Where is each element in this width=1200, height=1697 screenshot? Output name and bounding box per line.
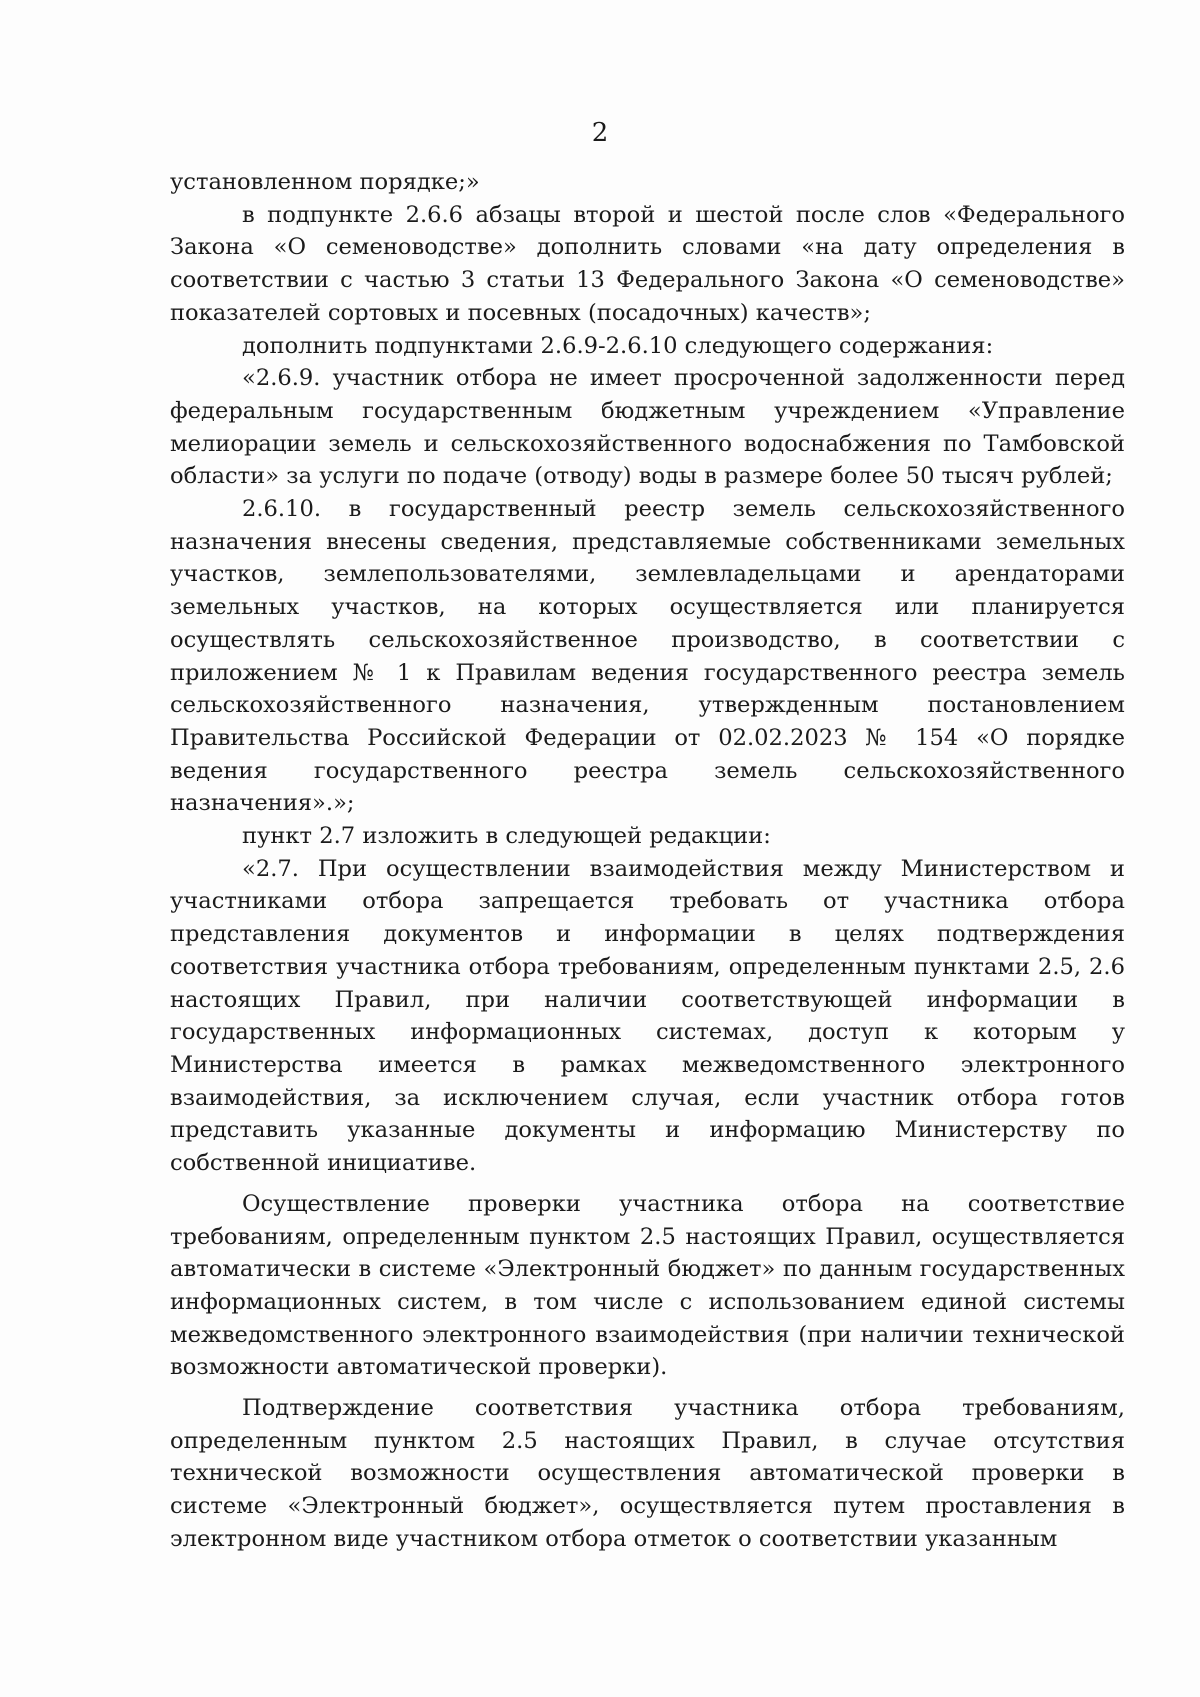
paragraph-subitem-2-6-9: «2.6.9. участник отбора не имеет просроченной задолженности перед федеральным государственным бюджетным учреждением «Управление мелиорации земель и сельскохозяйственного водоснабжения по Тамбовской области» за услуги по подаче (отводу) воды в размере более 50 тысяч рублей; [170, 365, 1125, 490]
paragraph-subitem-2-6-10: 2.6.10. в государственный реестр земель сельскохозяйственного назначения внесены сведения, представляемые собственниками земельных участков, землепользователями, землевладельцами и арендаторами земельных участков, на которых осуществляется или планируется осуществлять сельскохозяйственное производство, в соответствии с приложением № 1 к Правилам ведения государственного реестра земель сельскохозяйственного назначения, утвержденным постановлением Правительства Российской Федерации от 02.02.2023 № 154 «О порядке ведения государственного реестра земель сельскохозяйственного назначения».»; [170, 496, 1125, 817]
page-number: 2 [591, 118, 609, 148]
paragraph-confirmation: Подтверждение соответствия участника отбора требованиям, определенным пунктом 2.5 настоящих Правил, в случае отсутствия технической возможности осуществления автоматической проверки в системе «Электронный бюджет», осуществляется путем проставления в электронном виде участником отбора отметок о соответствии указанным [170, 1395, 1125, 1552]
paragraph-item-2-7-intro: пункт 2.7 изложить в следующей редакции: [242, 823, 771, 850]
paragraph-add-subitems: дополнить подпунктами 2.6.9-2.6.10 следующего содержания: [242, 332, 994, 359]
paragraph-automatic-check: Осуществление проверки участника отбора на соответствие требованиям, определенным пунктом 2.5 настоящих Правил, осуществляется автоматически в системе «Электронный бюджет» по данным государственных информационных систем, в том числе с использованием единой системы межведомственного электронного взаимодействия (при наличии технической возможности автоматической проверки). [170, 1190, 1125, 1381]
paragraph-subitem-2-6-6: в подпункте 2.6.6 абзацы второй и шестой после слов «Федерального Закона «О семеноводстве» дополнить словами «на дату определения в соответствии с частью 3 статьи 13 Федерального Закона «О семеноводстве» показателей сортовых и посевных (посадочных) качеств»; [170, 201, 1125, 326]
paragraph-item-2-7: «2.7. При осуществлении взаимодействия между Министерством и участниками отбора запрещается требовать от участника отбора представления документов и информации в целях подтверждения соответствия участника отбора требованиям, определенным пунктами 2.5, 2.6 настоящих Правил, при наличии соответствующей информации в государственных информационных системах, доступ к которым у Министерства имеется в рамках межведомственного электронного взаимодействия, за исключением случая, если участник отбора готов представить указанные документы и информацию Министерству по собственной инициативе. [170, 855, 1125, 1177]
paragraph-continuation: установленном порядке;» [170, 169, 480, 195]
document-body [170, 166, 1125, 1556]
